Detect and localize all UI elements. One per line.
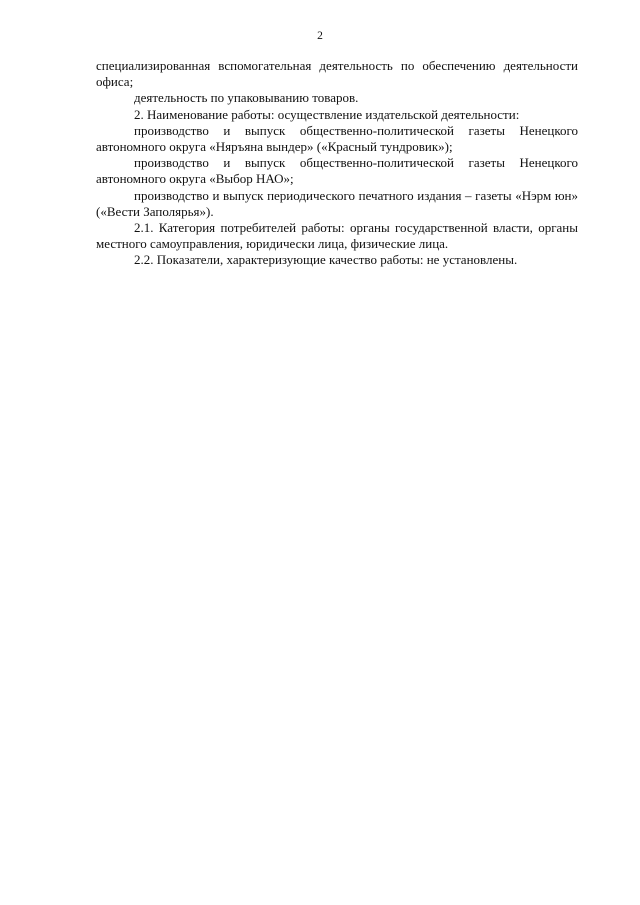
paragraph-newspaper-vybor-nao: производство и выпуск общественно-политической газеты Ненецкого автономного округа «Выбор НАО»; [96,155,578,187]
page-number: 2 [317,30,323,42]
paragraph-packaging: деятельность по упаковыванию товаров. [134,90,359,106]
paragraph-office-support: специализированная вспомогательная деятельность по обеспечению деятельности офиса; [96,58,578,90]
paragraph-consumer-category: 2.1. Категория потребителей работы: органы государственной власти, органы местного самоуправления, юридически лица, физические лица. [96,220,578,252]
paragraph-newspaper-nerm-yun: производство и выпуск периодического печатного издания – газеты «Нэрм юн» («Вести Заполярья»). [96,187,578,219]
paragraph-quality-indicators: 2.2. Показатели, характеризующие качество работы: не установлены. [134,252,518,268]
paragraph-newspaper-naryana-vynder: производство и выпуск общественно-политической газеты Ненецкого автономного округа «Няръяна вындер» («Красный тундровик»); [96,122,578,155]
paragraph-work-name: 2. Наименование работы: осуществление издательской деятельности: [134,106,520,122]
document-body [96,58,578,269]
